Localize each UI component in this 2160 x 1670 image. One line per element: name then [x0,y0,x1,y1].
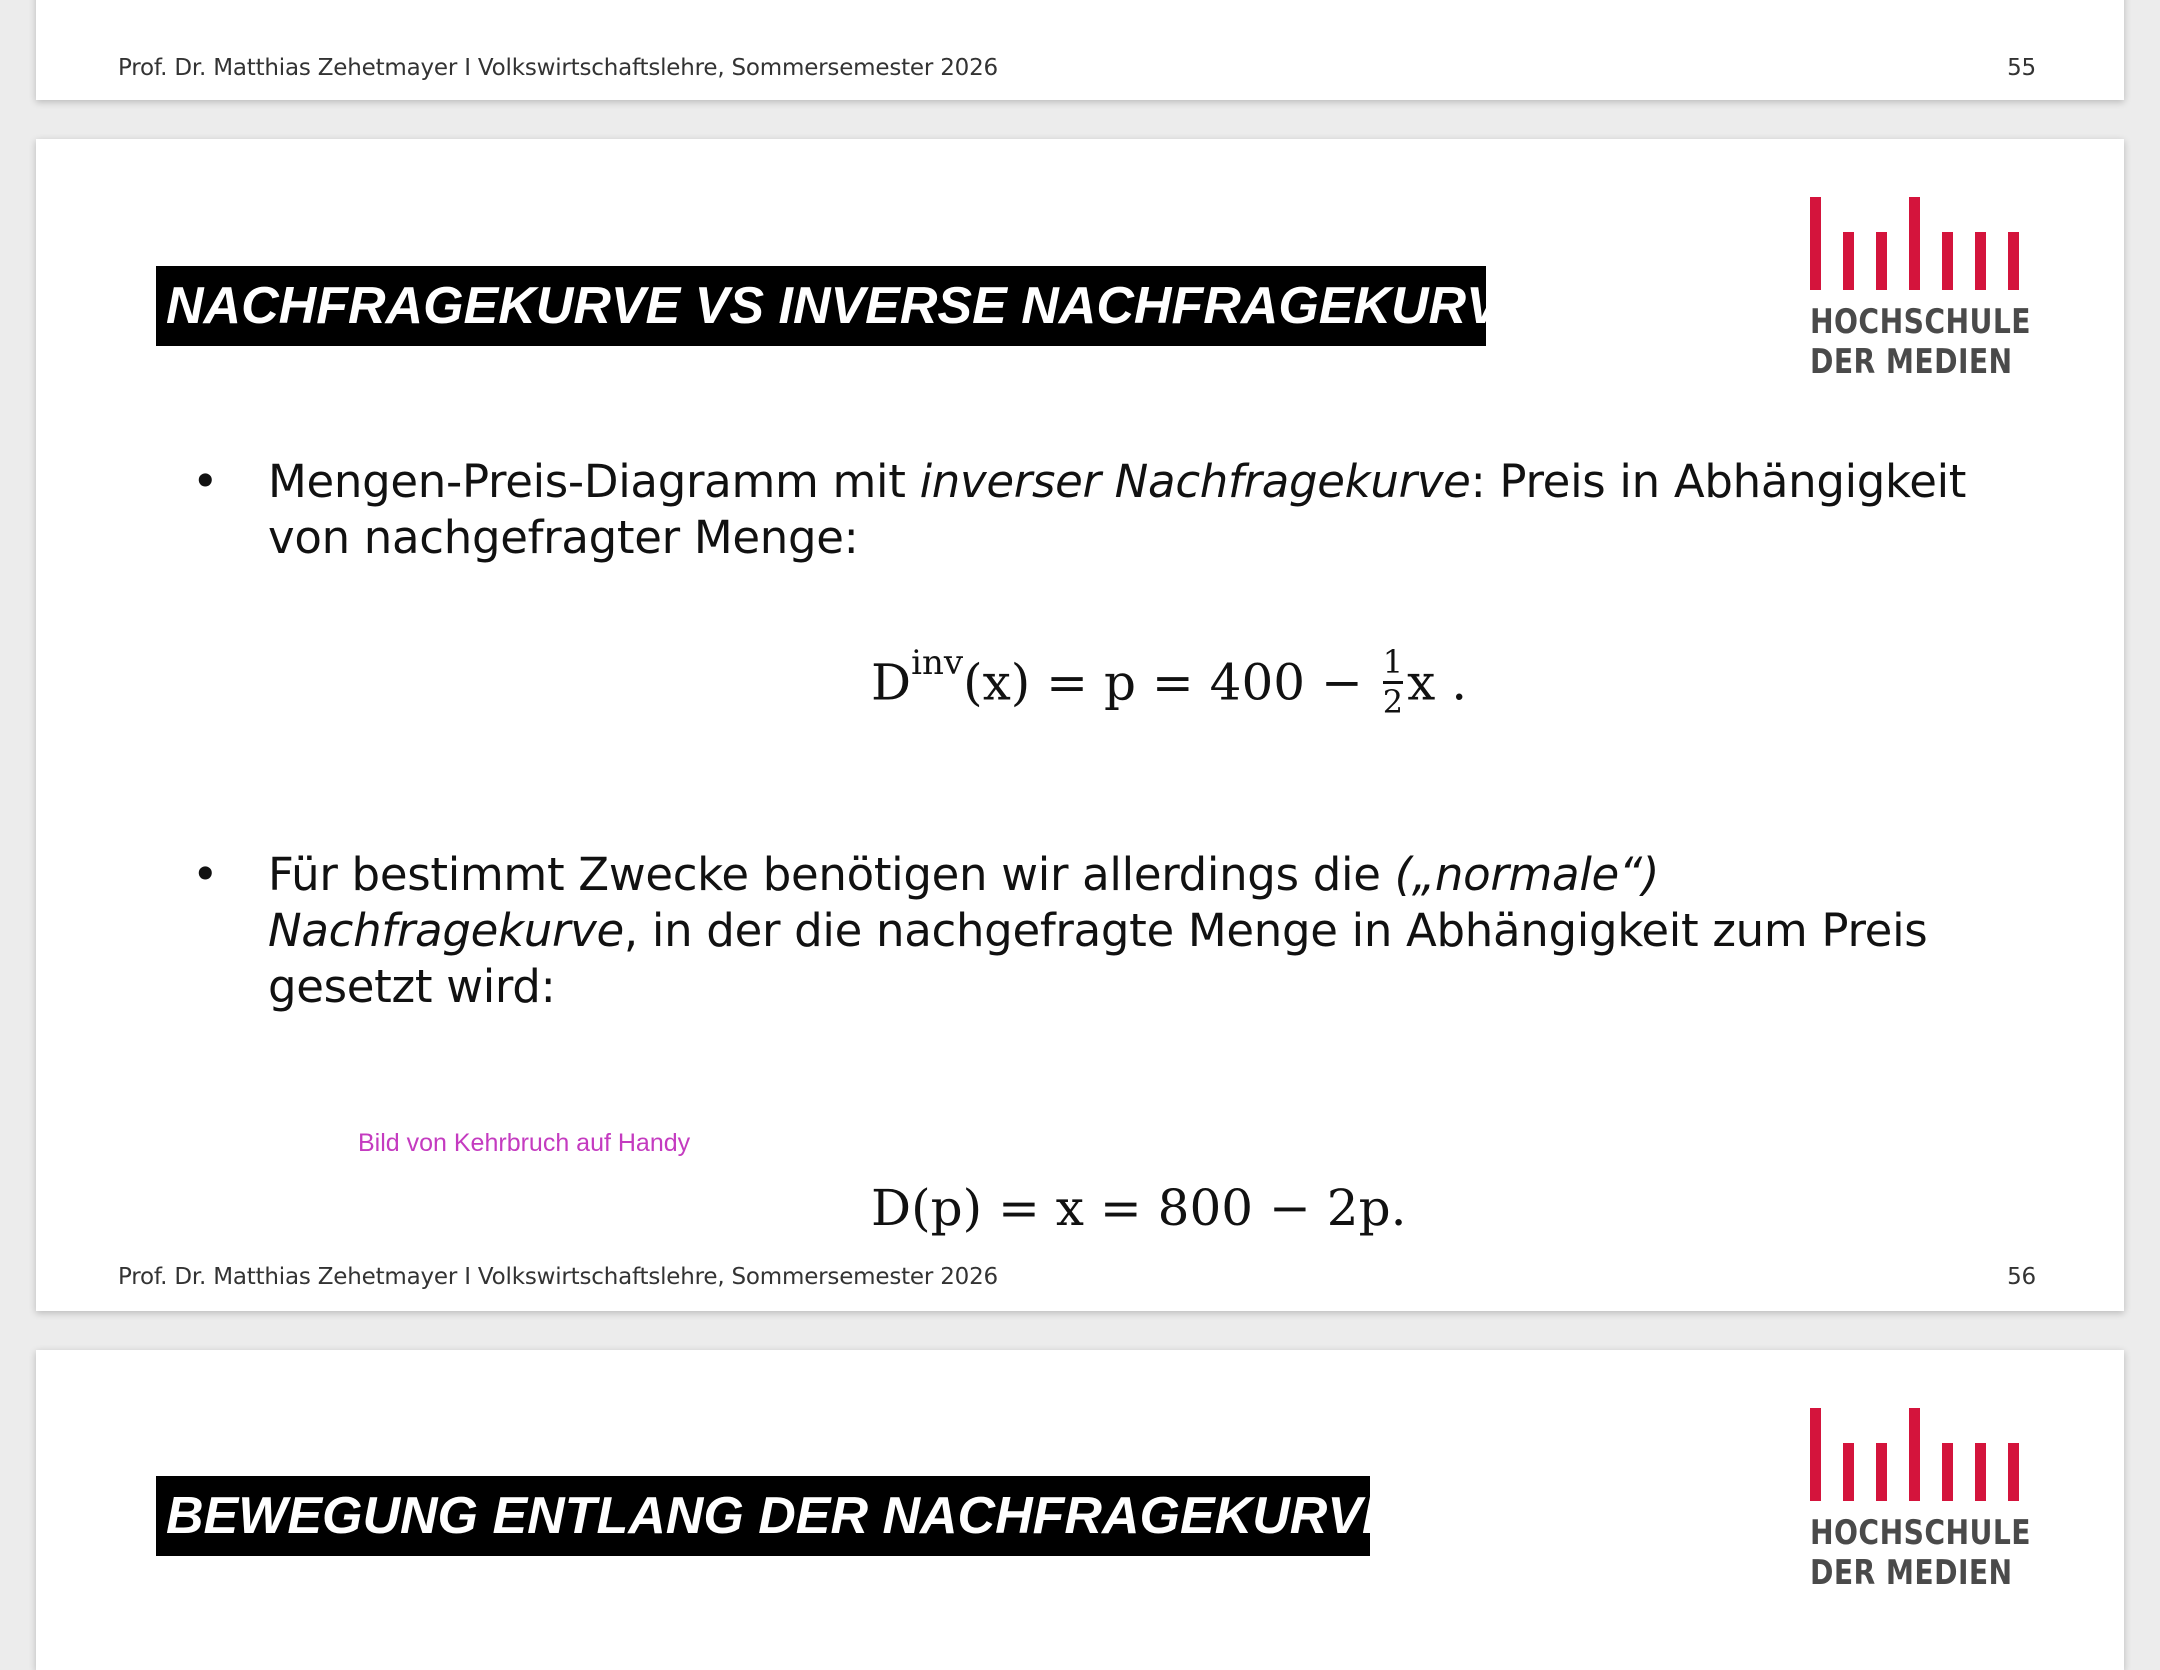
emphasis-normal: („normale“) Nachfragekurve [268,848,1660,957]
footer-text: Prof. Dr. Matthias Zehetmayer I Volkswirtschaftslehre, Sommersemester 2026 [118,1264,998,1290]
slide-57[interactable] [36,1350,2124,1670]
logo-bars-icon [1810,197,2020,290]
slide-55[interactable] [36,0,2124,100]
slide-footer [118,55,2036,81]
bullet-dot: • [192,848,219,901]
bullet-dot: • [192,455,219,508]
page-number: 55 [2007,55,2036,81]
fraction [1383,645,1403,720]
slide-56[interactable] [36,139,2124,1311]
bullet-text: Mengen-Preis-Diagramm mit inverser Nachfragekurve: Preis in Abhängigkeit von nachgefragter Menge: [268,455,1967,564]
slide-footer [118,1264,2036,1290]
hdm-logo [1810,197,2031,382]
formula-superscript: inv [911,642,964,683]
logo-line-2: DER MEDIEN [1810,342,2013,382]
slide-title: NACHFRAGEKURVE VS INVERSE NACHFRAGEKURVE [156,266,1486,346]
page-number: 56 [2007,1264,2036,1290]
fraction-denominator: 2 [1382,683,1404,721]
hdm-logo [1810,1408,2031,1593]
logo-text [1810,302,2031,382]
formula-normal-demand: D(p) = x = 800 − 2p. [871,1179,1407,1237]
logo-line-1: HOCHSCHULE [1810,1513,2031,1553]
logo-bars-icon [1810,1408,2020,1501]
slide-title: BEWEGUNG ENTLANG DER NACHFRAGEKURVE [156,1476,1370,1556]
emphasis-inverse: inverser Nachfragekurve [919,455,1471,508]
bullet-text: Für bestimmt Zwecke benötigen wir allerdings die („normale“) Nachfragekurve, in der die nachgefragte Menge in Abhängigkeit zum Preis gesetzt wird: [268,848,1928,1013]
logo-line-2: DER MEDIEN [1810,1553,2013,1593]
fraction-numerator: 1 [1383,645,1403,684]
formula-inverse-demand: $D^{inv}(x) = p = 400$ − $\frac{1}{2}$ x . [871,642,1468,721]
logo-line-1: HOCHSCHULE [1810,302,2031,342]
logo-text [1810,1513,2031,1593]
footer-text: Prof. Dr. Matthias Zehetmayer I Volkswirtschaftslehre, Sommersemester 2026 [118,55,998,81]
handwritten-note: Bild von Kehrbruch auf Handy [358,1129,691,1157]
